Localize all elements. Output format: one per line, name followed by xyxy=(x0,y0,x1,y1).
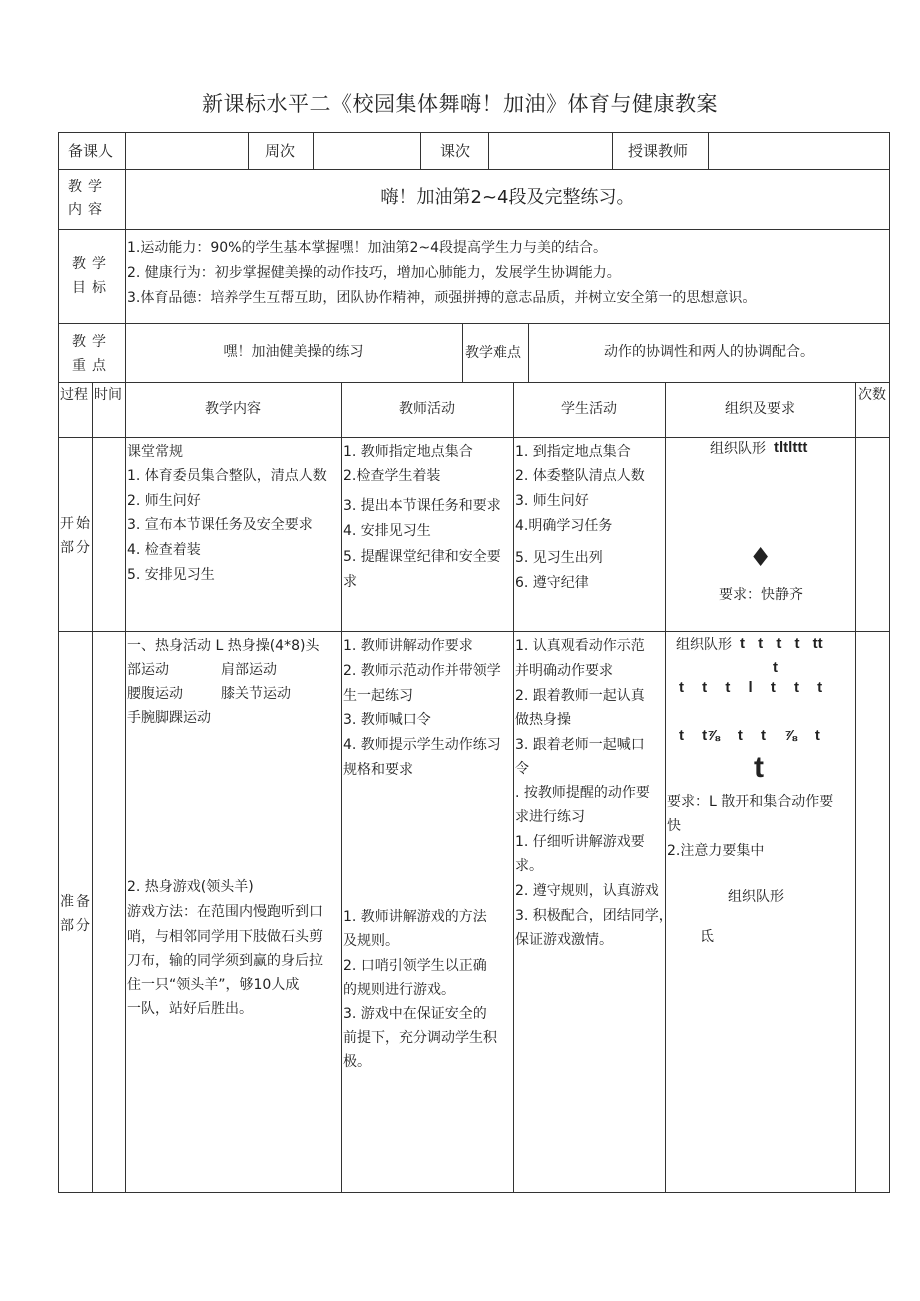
prep-game-line: 2. 热身游戏(领头羊) xyxy=(127,879,254,895)
opening-student-line: 4.明确学习任务 xyxy=(515,518,613,534)
opening-content-line: 5. 安排见习生 xyxy=(127,567,215,583)
prep-org-title-2: 组织队形 xyxy=(728,889,784,905)
opening-teacher-line: 5. 提醒课堂纪律和安全要 xyxy=(343,549,501,565)
prep-org-title: 组织队形 xyxy=(676,637,732,653)
opening-student-line: 6. 遵守纪律 xyxy=(515,575,589,591)
prep-game-line: 刀布，输的同学须到赢的身后拉 xyxy=(127,953,323,969)
prep-teacher-line: 1. 教师讲解动作要求 xyxy=(343,638,473,654)
key-point-label: 教学重点 xyxy=(72,334,112,374)
prep-content-line: 一、热身活动 L 热身操(4*8)头 xyxy=(127,638,320,654)
prep-formation-glyph: 氐 xyxy=(700,929,714,945)
prep-teacher-line: 规格和要求 xyxy=(343,762,413,778)
goal-item-1: 1.运动能力：90%的学生基本掌握嘿！加油第2~4段提高学生力与美的结合。 xyxy=(127,240,608,256)
prep-formation-row-1b: t xyxy=(773,659,778,676)
opening-content-line: 1. 体育委员集合整队，清点人数 xyxy=(127,468,327,484)
prep-game-line: 一队，站好后胜出。 xyxy=(127,1001,253,1017)
opening-teacher-line: 3. 提出本节课任务和要求 xyxy=(343,498,501,514)
prep-formation-row-1: t t t t tt xyxy=(740,635,823,652)
prep-student-line: 并明确动作要求 xyxy=(515,663,613,679)
col-teacher: 教师活动 xyxy=(399,401,455,417)
difficulty-label: 教学难点 xyxy=(465,345,521,361)
opening-content-line: 3. 宣布本节课任务及安全要求 xyxy=(127,517,313,533)
week-label: 周次 xyxy=(265,142,296,160)
preparer-label: 备课人 xyxy=(68,142,114,160)
opening-teacher-line: 4. 安排见习生 xyxy=(343,523,431,539)
prep-student-line: . 按教师提醒的动作要 xyxy=(515,785,650,801)
prep-teacher-game-line: 3. 游戏中在保证安全的 xyxy=(343,1006,487,1022)
prep-student-game-line: 2. 遵守规则，认真游戏 xyxy=(515,883,659,899)
prep-game-line: 哨，与相邻同学用下肢做石头剪 xyxy=(127,929,323,945)
prep-student-game-line: 3. 积极配合，团结同学， xyxy=(515,908,673,924)
opening-content-line: 2. 师生问好 xyxy=(127,493,201,509)
teacher-label: 授课教师 xyxy=(628,142,689,160)
prep-formation-big: t xyxy=(754,751,764,784)
prep-student-line: 1. 认真观看动作示范 xyxy=(515,638,645,654)
prep-student-line: 令 xyxy=(515,761,529,777)
col-content: 教学内容 xyxy=(205,401,261,417)
col-count: 次数 xyxy=(858,387,886,403)
prep-content-line: 部运动 xyxy=(127,662,169,678)
content-label: 教学内容 xyxy=(68,179,108,218)
prep-content-line: 手腕脚踝运动 xyxy=(127,710,211,726)
prep-student-game-line: 保证游戏激情。 xyxy=(515,932,613,948)
lesson-no-label: 课次 xyxy=(440,142,471,160)
prep-content-line: 腰腹运动 xyxy=(127,686,183,702)
goal-item-3: 3.体育品德：培养学生互帮互助，团队协作精神，顽强拼搏的意志品质，并树立安全第一的思想意识。 xyxy=(127,290,757,306)
opening-teacher-line: 1. 教师指定地点集合 xyxy=(343,444,473,460)
prep-formation-row-3: t t⅞ t t ⅞ t xyxy=(679,727,820,744)
prep-label: 准备部分 xyxy=(60,894,92,934)
key-point-value: 嘿！加油健美操的练习 xyxy=(223,344,364,360)
col-organization: 组织及要求 xyxy=(725,401,795,417)
prep-teacher-game-line: 前提下，充分调动学生积 xyxy=(343,1030,497,1046)
col-student: 学生活动 xyxy=(561,401,617,417)
goals-label: 教学目标 xyxy=(72,256,112,296)
opening-student-line: 5. 见习生出列 xyxy=(515,550,603,566)
diamond-icon: ♦ xyxy=(749,543,773,573)
opening-student-line: 2. 体委整队清点人数 xyxy=(515,468,645,484)
prep-student-line: 2. 跟着教师一起认真 xyxy=(515,688,645,704)
prep-teacher-line: 2. 教师示范动作并带领学 xyxy=(343,663,501,679)
prep-content-line: 膝关节运动 xyxy=(221,686,291,702)
prep-game-line: 游戏方法：在范围内慢跑听到口 xyxy=(127,904,323,920)
opening-content-line: 课堂常规 xyxy=(127,444,183,460)
opening-content-line: 4. 检查着装 xyxy=(127,542,201,558)
goal-item-2: 2. 健康行为：初步掌握健美操的动作技巧，增加心肺能力，发展学生协调能力。 xyxy=(127,265,621,281)
opening-teacher-line: 求 xyxy=(343,574,357,590)
prep-content-line: 肩部运动 xyxy=(221,662,277,678)
prep-teacher-line: 生一起练习 xyxy=(343,688,413,704)
col-time: 时间 xyxy=(94,387,122,403)
opening-formation-glyphs: tltlttt xyxy=(774,439,808,456)
prep-teacher-game-line: 及规则。 xyxy=(343,933,399,949)
opening-teacher-line: 2.检查学生着装 xyxy=(343,468,441,484)
prep-game-line: 住一只“领头羊”，够10人成 xyxy=(127,977,300,993)
prep-teacher-game-line: 2. 口哨引领学生以正确 xyxy=(343,958,487,974)
prep-teacher-game-line: 1. 教师讲解游戏的方法 xyxy=(343,909,487,925)
page-title: 新课标水平二《校园集体舞嗨！加油》体育与健康教案 xyxy=(202,92,718,116)
content-value: 嗨！加油第2~4段及完整练习。 xyxy=(380,187,635,208)
opening-student-line: 3. 师生问好 xyxy=(515,493,589,509)
col-process: 过程 xyxy=(60,387,88,403)
opening-org-title: 组织队形 xyxy=(710,441,766,457)
opening-org-requirement: 要求：快静齐 xyxy=(719,587,803,603)
prep-student-game-line: 求。 xyxy=(515,858,543,874)
prep-formation-row-2: t t t l t t t xyxy=(679,679,823,696)
prep-teacher-game-line: 的规则进行游戏。 xyxy=(343,982,455,998)
prep-student-line: 求进行练习 xyxy=(515,809,585,825)
prep-teacher-game-line: 极。 xyxy=(343,1054,371,1070)
prep-teacher-line: 3. 教师喊口令 xyxy=(343,712,431,728)
difficulty-value: 动作的协调性和两人的协调配合。 xyxy=(604,344,814,360)
prep-org-requirement-1: 要求：L 散开和集合动作要 xyxy=(667,794,834,810)
opening-student-line: 1. 到指定地点集合 xyxy=(515,444,631,460)
prep-teacher-line: 4. 教师提示学生动作练习 xyxy=(343,737,501,753)
opening-label: 开始部分 xyxy=(60,516,92,556)
prep-student-line: 做热身操 xyxy=(515,712,571,728)
prep-org-requirement-2: 2.注意力要集中 xyxy=(667,843,765,859)
prep-student-game-line: 1. 仔细听讲解游戏要 xyxy=(515,834,645,850)
prep-student-line: 3. 跟着老师一起喊口 xyxy=(515,737,645,753)
prep-org-requirement-1b: 快 xyxy=(667,818,681,834)
